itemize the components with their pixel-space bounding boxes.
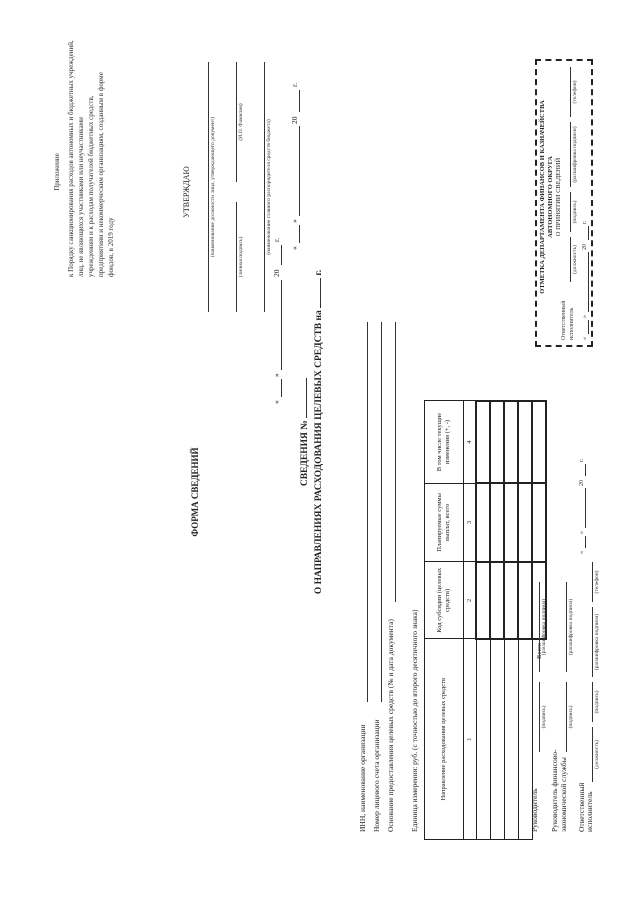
sig-date-quote-open: « (579, 551, 585, 554)
annex-line: фондов, в 2019 году (107, 217, 115, 277)
col-number: 4 (464, 401, 477, 483)
number-blank (298, 378, 307, 418)
mark-exec-label-1: Ответственный (561, 300, 567, 340)
total-label: Всего (535, 642, 543, 659)
annex-line: предприятиям и некоммерческим организациям, созданным в форме (97, 72, 105, 277)
mark-phone-line[interactable] (570, 67, 571, 117)
unit-label: Единица измерения: руб. (с точностью до второго десятичного знака) (410, 609, 419, 832)
position-caption: (наименование должности лица, утверждающего документ) (210, 116, 216, 258)
date-quote-open: « (290, 246, 299, 250)
sig-date-g: г. (579, 458, 585, 462)
period-blank (312, 278, 321, 308)
table-cell[interactable] (490, 562, 504, 639)
mark-position-caption: (должность) (572, 245, 578, 274)
fio-line (236, 62, 237, 182)
exec-sign-caption: (подпись) (594, 690, 600, 714)
main-date-quote-open: « (272, 400, 281, 404)
main-title-line1 (298, 232, 312, 632)
mark-decode-line[interactable] (570, 122, 571, 187)
col-number: 3 (464, 483, 477, 562)
table-cell[interactable] (504, 483, 518, 562)
annex-line: к Порядку санкционирования расходов автономных и бюджетных учреждений, (67, 40, 75, 277)
main-title-period-label: О НАПРАВЛЕНИЯХ РАСХОДОВАНИЯ ЦЕЛЕВЫХ СРЕДСТВ на (314, 310, 324, 595)
mark-title-line2: О ПРИНЯТИИ СВЕДЕНИЙ (555, 157, 562, 237)
mark-sign-line[interactable] (570, 192, 571, 232)
exec-phone-line[interactable] (592, 562, 593, 602)
exec-sign-line[interactable] (592, 682, 593, 722)
mark-date-quote-close: » (582, 315, 588, 318)
table-cell[interactable] (504, 639, 518, 840)
table-cell[interactable] (490, 639, 504, 840)
head-sign-caption: (подпись) (541, 705, 547, 729)
sig-date-day-line[interactable] (585, 536, 586, 548)
finance-sign-line[interactable] (566, 682, 567, 752)
annex-block (52, 40, 116, 277)
table-cell[interactable] (476, 483, 490, 562)
mark-date-quote-open: « (582, 337, 588, 340)
agency-caption: (наименование главного распорядителя средств бюджета) (266, 119, 272, 255)
table-cell[interactable] (504, 401, 518, 483)
mark-title-line1: ОТМЕТКА ДЕПАРТАМЕНТА ФИНАНСОВ И КАЗНАЧЕЙСТВА АВТОНОМНОГО ОКРУГА (539, 100, 554, 294)
main-title-number-label: СВЕДЕНИЯ № (300, 420, 310, 487)
mark-date-day-line[interactable] (588, 320, 589, 334)
finance-label-2: экономической службы (559, 757, 568, 832)
exec-decode-line[interactable] (592, 607, 593, 677)
main-date-g: г. (272, 237, 281, 242)
sig-date-year: 20 (579, 480, 585, 486)
table-cell[interactable] (490, 401, 504, 483)
date-year-line (299, 90, 300, 112)
table-header-row (425, 401, 464, 840)
date-month-line (299, 126, 300, 216)
table-cell[interactable] (476, 639, 490, 840)
mark-date-year: 20 (582, 244, 588, 250)
table-cell[interactable] (518, 483, 532, 562)
col-number: 1 (464, 639, 477, 840)
date-g: г. (290, 82, 299, 87)
main-title-line2 (312, 232, 326, 632)
table-row (504, 401, 518, 840)
date-year: 20 (290, 116, 299, 124)
form-title: ФОРМА СВЕДЕНИЙ (190, 447, 200, 537)
table-row (490, 401, 504, 840)
table-row (518, 401, 532, 840)
mark-sign-caption: (подпись) (572, 200, 578, 224)
annex-line: учреждениям и к расходам получателей бюджетных средств, (87, 95, 95, 277)
sig-date-month-line[interactable] (585, 488, 586, 528)
finance-label-1: Руководитель финансово- (550, 749, 559, 832)
main-date-month-line (281, 280, 282, 370)
signature-caption: (личная подпись) (238, 236, 244, 278)
annex-line: лиц, не являющихся участниками или неучастниками (77, 117, 85, 277)
signature-line (236, 202, 237, 312)
table-cell[interactable] (476, 401, 490, 483)
header-planned: Планируемые суммы выплат, всего (425, 483, 464, 562)
finance-sign-caption: (подпись) (568, 705, 574, 729)
header-direction: Направление расходования целевых средств (425, 639, 464, 840)
exec-label-1: Ответственный (577, 782, 586, 832)
table-cell[interactable] (504, 562, 518, 639)
sig-date-year-line[interactable] (585, 464, 586, 476)
exec-phone-caption: (телефон) (594, 570, 600, 594)
exec-decode-caption: (расшифровка подписи) (594, 613, 600, 671)
main-title (298, 232, 326, 632)
rotated-document-page (40, 40, 600, 852)
head-decode-caption: (расшифровка подписи) (541, 598, 547, 656)
exec-label-2: исполнитель (585, 791, 594, 832)
head-sign-line[interactable] (539, 682, 540, 752)
exec-position-caption: (должность) (594, 740, 600, 769)
table-cell[interactable] (532, 401, 546, 483)
mark-decode-caption: (расшифровка подписи) (572, 126, 578, 183)
table-row (476, 401, 490, 840)
mark-date-g: г. (582, 220, 588, 224)
basis-label: Основание предоставления целевых средств (№ и дата документа) (386, 619, 395, 832)
account-line[interactable] (381, 322, 382, 702)
main-date-day-line (281, 379, 282, 397)
inn-line[interactable] (367, 322, 368, 702)
head-label: Руководитель (530, 788, 539, 832)
fio-caption: (И.О. Фамилия) (238, 103, 244, 141)
position-line (208, 62, 209, 312)
col-number: 2 (464, 562, 477, 639)
header-code: Код субсидии (целевых средств) (425, 562, 464, 639)
agency-line (264, 62, 265, 312)
finance-decode-line[interactable] (566, 582, 567, 672)
mark-exec-label-2: исполнитель (569, 307, 575, 340)
mark-phone-caption: (телефон) (572, 80, 578, 104)
table-cell[interactable] (476, 562, 490, 639)
table-number-row (464, 401, 477, 840)
mark-position-line[interactable] (570, 237, 571, 282)
annex-title: Приложение (53, 153, 61, 191)
main-title-g: г. (314, 269, 324, 276)
mark-title (539, 82, 563, 312)
account-label: Номер лицевого счета организации (372, 719, 381, 832)
finance-decode-caption: (расшифровка подписи) (568, 598, 574, 656)
table-cell[interactable] (518, 562, 532, 639)
table-cell[interactable] (518, 401, 532, 483)
header-changes: В том числе текущие изменения (+, -) (425, 401, 464, 483)
main-date-year-line (281, 245, 282, 265)
mark-date-year-line[interactable] (588, 226, 589, 240)
head-decode-line[interactable] (539, 582, 540, 672)
directions-table (424, 400, 547, 840)
exec-position-line[interactable] (592, 727, 593, 782)
inn-label: ИНН, наименование организации (358, 724, 367, 832)
date-quote-close: » (290, 219, 299, 223)
basis-line[interactable] (395, 322, 396, 602)
sig-date-quote-close: » (579, 531, 585, 534)
approval-title: УТВЕРЖДАЮ (182, 166, 191, 218)
table-cell[interactable] (490, 483, 504, 562)
table-cell[interactable] (532, 483, 546, 562)
mark-date-month-line[interactable] (588, 252, 589, 312)
main-date-year: 20 (272, 269, 281, 277)
main-date-quote-close: » (272, 373, 281, 377)
